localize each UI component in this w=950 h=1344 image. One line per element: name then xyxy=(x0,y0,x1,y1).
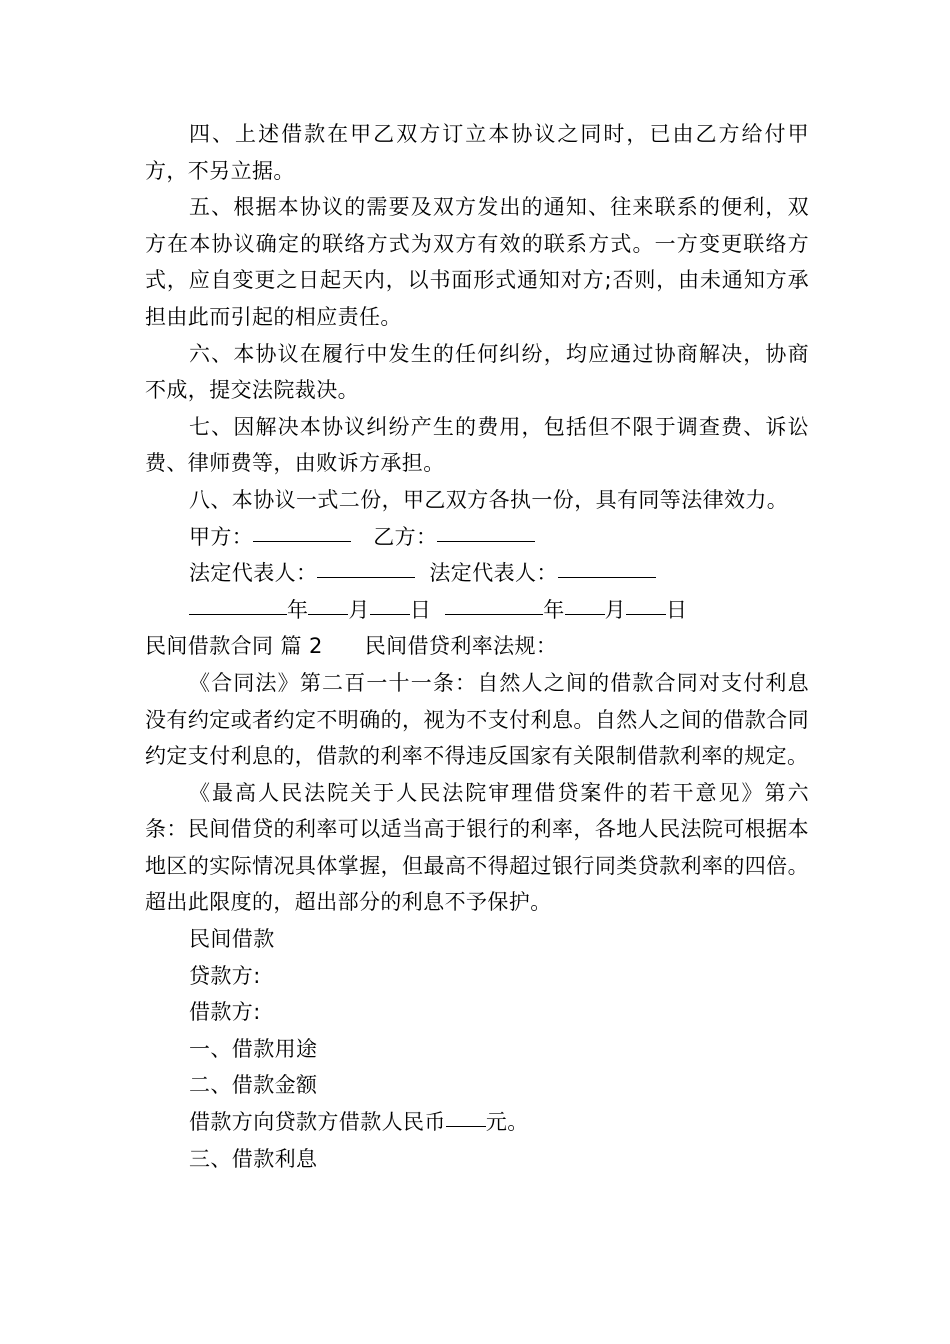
section-2-heading-row xyxy=(145,628,809,665)
date-a-year-label: 年 xyxy=(287,597,309,622)
party-signature-row xyxy=(145,519,809,556)
clause-6: 六、本协议在履行中发生的任何纠纷，均应通过协商解决，协商不成，提交法院裁决。 xyxy=(145,341,809,403)
rep-a-label: 法定代表人： xyxy=(189,561,318,586)
document-page xyxy=(145,116,809,1177)
clause-5: 五、根据本协议的需要及双方发出的通知、往来联系的便利，双方在本协议确定的联络方式为双方有效的联系方式。一方变更联络方式，应自变更之日起天内，以书面形式通知对方;否则，由未通知方承担由此而引起的相应责任。 xyxy=(145,195,809,329)
rep-b-blank xyxy=(558,576,656,578)
rep-a-blank xyxy=(317,576,415,578)
date-a-month-blank xyxy=(308,613,348,615)
date-signature-row xyxy=(145,592,809,629)
lender-label: 贷款方: xyxy=(189,963,261,988)
contract-title: 民间借款 xyxy=(189,927,275,952)
law-article-2: 《最高人民法院关于人民法院审理借贷案件的若干意见》第六条：民间借贷的利率可以适当高于银行的利率，各地人民法院可根据本地区的实际情况具体掌握，但最高不得超过银行同类贷款利率的四倍。超出此限度的，超出部分的利息不予保护。 xyxy=(145,780,809,915)
item-purpose: 一、借款用途 xyxy=(189,1036,318,1061)
date-b-month-label: 月 xyxy=(604,597,627,622)
date-b-year-blank xyxy=(445,613,543,615)
party-a-label: 甲方： xyxy=(189,524,254,549)
party-b-label: 乙方： xyxy=(373,524,438,549)
date-a-day-label: 日 xyxy=(409,597,432,622)
date-b-day-blank xyxy=(626,613,666,615)
date-a-day-blank xyxy=(370,613,410,615)
amount-prefix: 借款方向贷款方借款人民币 xyxy=(189,1110,446,1135)
rep-b-label: 法定代表人： xyxy=(429,561,558,586)
clause-7: 七、因解决本协议纠纷产生的费用，包括但不限于调查费、诉讼费、律师费等，由败诉方承担。 xyxy=(145,414,809,476)
clause-4: 四、上述借款在甲乙双方订立本协议之同时，已由乙方给付甲方，不另立据。 xyxy=(145,122,809,183)
clause-8: 八、本协议一式二份，甲乙双方各执一份，具有同等法律效力。 xyxy=(189,487,789,512)
item-interest: 三、借款利息 xyxy=(189,1146,318,1171)
amount-suffix: 元。 xyxy=(485,1110,529,1135)
item-amount: 二、借款金额 xyxy=(189,1073,318,1098)
date-b-year-label: 年 xyxy=(543,597,565,622)
party-b-blank xyxy=(437,540,535,542)
date-a-year-blank xyxy=(189,613,287,615)
date-a-month-label: 月 xyxy=(348,597,370,622)
borrower-label: 借款方: xyxy=(189,1000,261,1025)
amount-line xyxy=(145,1104,809,1141)
law-article-1: 《合同法》第二百一十一条：自然人之间的借款合同对支付利息没有约定或者约定不明确的，视为不支付利息。自然人之间的借款合同约定支付利息的，借款的利率不得违反国家有关限制借款利率的规定。 xyxy=(145,670,809,769)
date-b-day-label: 日 xyxy=(666,597,688,622)
section-2-heading: 民间借款合同 篇 2 xyxy=(145,634,323,659)
amount-blank xyxy=(446,1125,486,1127)
date-b-month-blank xyxy=(565,613,605,615)
representative-signature-row xyxy=(145,555,809,592)
section-2-subheading: 民间借贷利率法规： xyxy=(364,634,558,659)
party-a-blank xyxy=(253,540,351,542)
